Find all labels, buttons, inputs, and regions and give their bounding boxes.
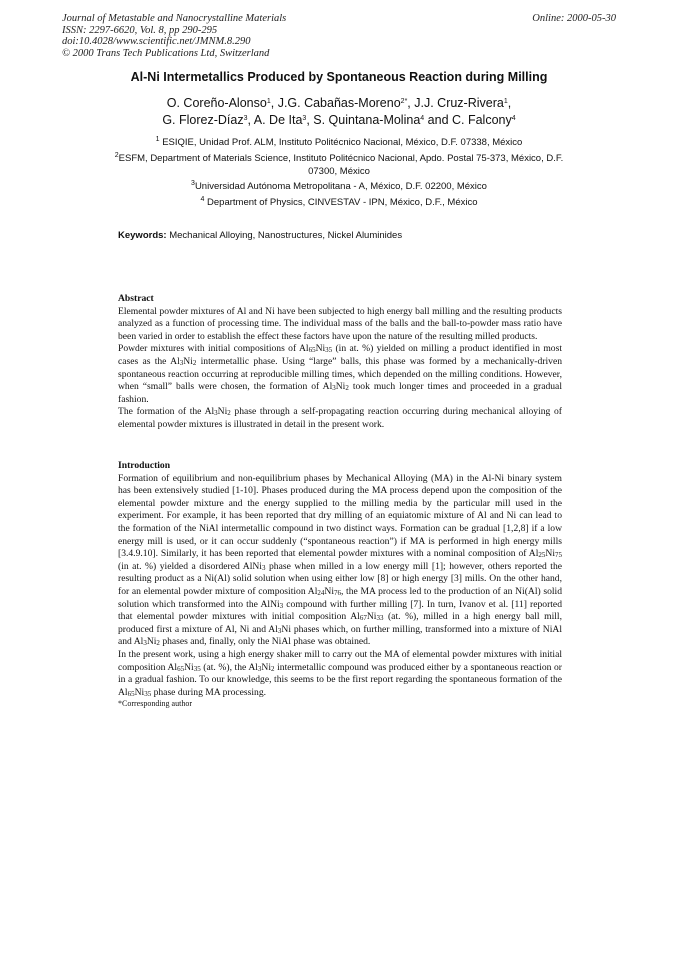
affiliation-text: ESIQIE, Unidad Prof. ALM, Instituto Politécnico Nacional, México, D.F. 07338, México	[162, 137, 523, 148]
author-line: G. Florez-Díaz$^3$, A. De Ita$^3$, S. Quintana-Molina$^4$ and C. Falcony$^4$	[162, 113, 516, 127]
corresponding-author-footnote: *Corresponding author	[118, 699, 192, 709]
journal-name: Journal of Metastable and Nanocrystalline Materials	[62, 13, 287, 24]
affiliation-text: Department of Physics, CINVESTAV - IPN, México, D.F., México	[207, 196, 478, 208]
author-affil-mark: 1	[266, 98, 271, 105]
introduction-paragraph: In the present work, using a high energy shaker mill to carry out the MA of elemental powder mixtures with initial composition $Al_{65}Ni_{35}$ (at. %), the $Al_3Ni_2$ intermetallic compound was produced either by a spontaneous reaction or in a gradual fashion. To our knowledge, this seems to be the first report regarding the spontaneous formation of the $Al_{65}Ni_{35}$ phase during MA processing.	[118, 648, 562, 698]
affiliation-number: 3	[191, 180, 195, 187]
keywords-text: Mechanical Alloying, Nanostructures, Nickel Aluminides	[169, 230, 403, 241]
abstract-paragraph: The formation of the $Al_3Ni_2$ phase through a self-propagating reaction occurring during mechanical alloying of elemental powder mixtures is illustrated in detail in the present work.	[118, 406, 562, 430]
author-name: J.G. Cabañas-Moreno	[277, 96, 401, 110]
affiliation	[100, 152, 578, 178]
author-name: J.J. Cruz-Rivera	[414, 96, 504, 110]
journal-copyright: © 2000 Trans Tech Publications Ltd, Switzerland	[62, 47, 270, 59]
affiliation	[100, 136, 578, 149]
affiliation-list	[100, 136, 578, 211]
paper-title: Al-Ni Intermetallics Produced by Spontaneous Reaction during Milling	[130, 70, 548, 84]
journal-issn: ISSN: 2297-6620, Vol. 8, pp 290-295	[62, 24, 218, 36]
keywords	[118, 230, 568, 241]
abstract-heading: Abstract	[118, 293, 154, 304]
author-name: G. Florez-Díaz	[162, 113, 244, 127]
affiliation	[100, 180, 578, 193]
author-list	[0, 95, 678, 129]
affiliation-text: ESFM, Department of Materials Science, Instituto Politécnico Nacional, Apdo. Postal 75-373, México, D.F. 07300, México	[118, 152, 564, 177]
abstract-paragraph: Powder mixtures with initial compositions of $Al_{65}Ni_{35}$ (in at. %) yielded on milling a product identified in most cases as the $Al_3Ni_2$ intermetallic phase. Using “large” balls, this phase was formed by a mechanically-driven spontaneous reaction occurring at reproducible milling times, which depended on the milling conditions. However, when “small” balls were chosen, the formation of $Al_3Ni_2$ took much longer times and proceeded in a gradual fashion.	[118, 343, 563, 405]
introduction-heading: Introduction	[118, 460, 171, 471]
journal-doi: doi:10.4028/www.scientific.net/JMNM.8.290	[62, 36, 251, 47]
online-date: Online: 2000-05-30	[532, 13, 616, 24]
author-affil-mark: 1	[503, 98, 508, 105]
author-line: O. Coreño-Alonso$^1$, J.G. Cabañas-Moreno$^{2*}$, J.J. Cruz-Rivera$^1$,	[166, 96, 512, 110]
affiliation-number: 4	[200, 195, 205, 203]
author-affil-mark: 4	[420, 115, 425, 122]
journal-header	[62, 13, 622, 59]
affiliation	[100, 196, 578, 209]
affiliation-text: Universidad Autónoma Metropolitana - A, México, D.F. 02200, México	[194, 181, 487, 192]
author-name: C. Falcony	[452, 113, 512, 127]
abstract-section	[118, 293, 562, 432]
author-name: S. Quintana-Molina	[313, 113, 421, 127]
author-name: O. Coreño-Alonso	[166, 96, 267, 110]
author-affil-mark: 3	[243, 115, 248, 122]
introduction-paragraph: Formation of equilibrium and non-equilibrium phases by Mechanical Alloying (MA) in the Al-Ni binary system has been extensively studied [1-10]. Phases produced during the MA process depend upon the composition of the elemental powder mixture and the energy supplied to the milling media by the particular mill used in the experiment. For example, it has been reported that dry milling of an equiatomic mixture of Al and Ni can lead to the formation of the NiAl intermetallic compound in two distinct ways. Formation can be gradual [1,2,8] if a low energy mill is used, or it can occur suddenly (“spontaneous reaction”) if MA is performed in high energy mills [3.4.9.10]. Similarly, it has been reported that elemental powder mixtures with a nominal composition of $Al_{25}Ni_{75}$ (in at. %) yielded a disordered AlNi$_3$ phase when milled in a low energy mill [1]; however, others reported the resulting product as a Ni(Al) solid solution when using either low [8] or high energy [3] mills. On the other hand, for an elemental powder mixture of composition $Al_{24}Ni_{76}$, the MA process led to the production of an Ni(Al) solid solution which transformed into the AlNi$_3$ compound with further milling [7]. In turn, Ivanov et al. [11] reported that elemental powder mixtures with initial composition $Al_{67}Ni_{33}$ (at. %), milled in a high energy ball mill, produced first a mixture of Al, Ni and $Al_3Ni$ phases which, on further milling, transformed into a mixture of NiAl and $Al_3Ni_2$ phases and, finally, only the NiAl phase was obtained.	[118, 472, 563, 648]
introduction-section	[118, 460, 562, 709]
affiliation-number: 1	[155, 136, 160, 143]
affiliation-number: 2	[114, 151, 119, 159]
author-affil-mark: 2*	[400, 98, 408, 105]
keywords-label: Keywords:	[118, 230, 167, 241]
author-name: A. De Ita	[253, 113, 303, 127]
author-affil-mark: 4	[511, 115, 516, 122]
abstract-paragraph: Elemental powder mixtures of Al and Ni have been subjected to high energy ball milling and the resulting products analyzed as a function of processing time. The individual mass of the balls and the ball-to-powder mass ratio have been varied in order to establish the effect these factors have upon the nature of the resulting milled products.	[118, 305, 562, 342]
author-affil-mark: 3	[302, 115, 307, 122]
